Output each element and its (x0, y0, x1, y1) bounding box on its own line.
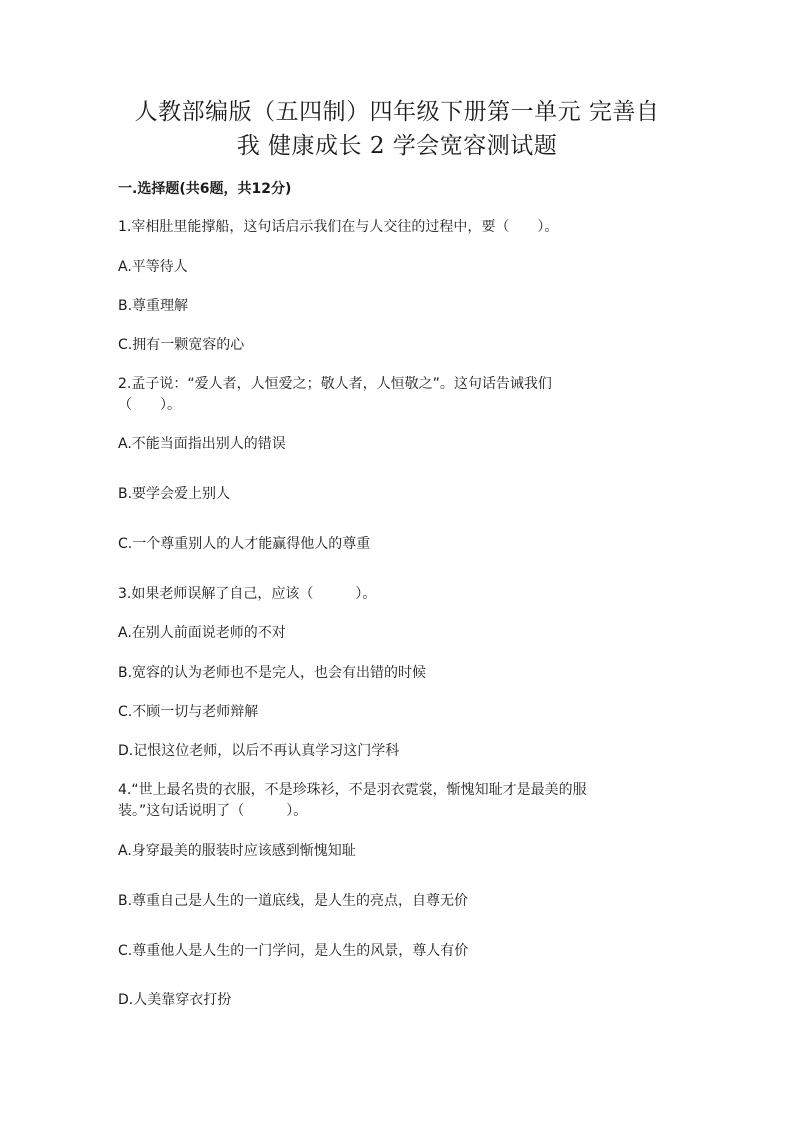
question-4-stem (118, 780, 678, 822)
question-4-stem-line-2: 装。”这句话说明了（ ）。 (118, 803, 308, 819)
question-2-stem-line-1: 2.孟子说：“爱人者，人恒爱之；敬人者，人恒敬之”。这句话告诫我们 (118, 376, 552, 392)
question-1-option-c: C.拥有一颗宽容的心 (118, 337, 245, 353)
question-3-option-a: A.在别人前面说老师的不对 (118, 625, 286, 641)
question-2-option-c: C.一个尊重别人的人才能赢得他人的尊重 (118, 536, 371, 552)
question-1-option-b: B.尊重理解 (118, 298, 189, 314)
title-line-2: 我 健康成长 2 学会宽容测试题 (236, 133, 558, 159)
question-3-option-d: D.记恨这位老师，以后不再认真学习这门学科 (118, 743, 400, 759)
question-3-stem (118, 584, 678, 605)
question-4-option-c: C.尊重他人是人生的一门学问，是人生的风景，尊人有价 (118, 943, 469, 959)
question-1-stem-line-1: 1.宰相肚里能撑船，这句话启示我们在与人交往的过程中，要（ ）。 (118, 219, 559, 235)
question-1-option-a: A.平等待人 (118, 259, 188, 275)
title-line-1: 人教部编版（五四制）四年级下册第一单元 完善自 (134, 99, 660, 125)
question-4-option-b: B.尊重自己是人生的一道底线，是人生的亮点，自尊无价 (118, 893, 469, 909)
question-2-option-b: B.要学会爱上别人 (118, 486, 231, 502)
question-4-option-d: D.人美靠穿衣打扮 (118, 992, 232, 1008)
document-title (110, 95, 684, 163)
question-2-stem-line-2: （ ）。 (118, 397, 181, 413)
section-heading: 一.选择题(共6题，共12分) (118, 181, 292, 197)
question-1-stem (118, 217, 678, 238)
question-3-option-c: C.不顾一切与老师辩解 (118, 704, 259, 720)
question-2-option-a: A.不能当面指出别人的错误 (118, 436, 286, 452)
question-4-stem-line-1: 4.“世上最名贵的衣服，不是珍珠衫，不是羽衣霓裳，惭愧知耻才是最美的服 (118, 782, 587, 798)
question-3-stem-line-1: 3.如果老师误解了自己，应该（ ）。 (118, 586, 377, 602)
question-2-stem (118, 374, 678, 416)
question-4-option-a: A.身穿最美的服装时应该感到惭愧知耻 (118, 843, 356, 859)
question-3-option-b: B.宽容的认为老师也不是完人，也会有出错的时候 (118, 665, 427, 681)
